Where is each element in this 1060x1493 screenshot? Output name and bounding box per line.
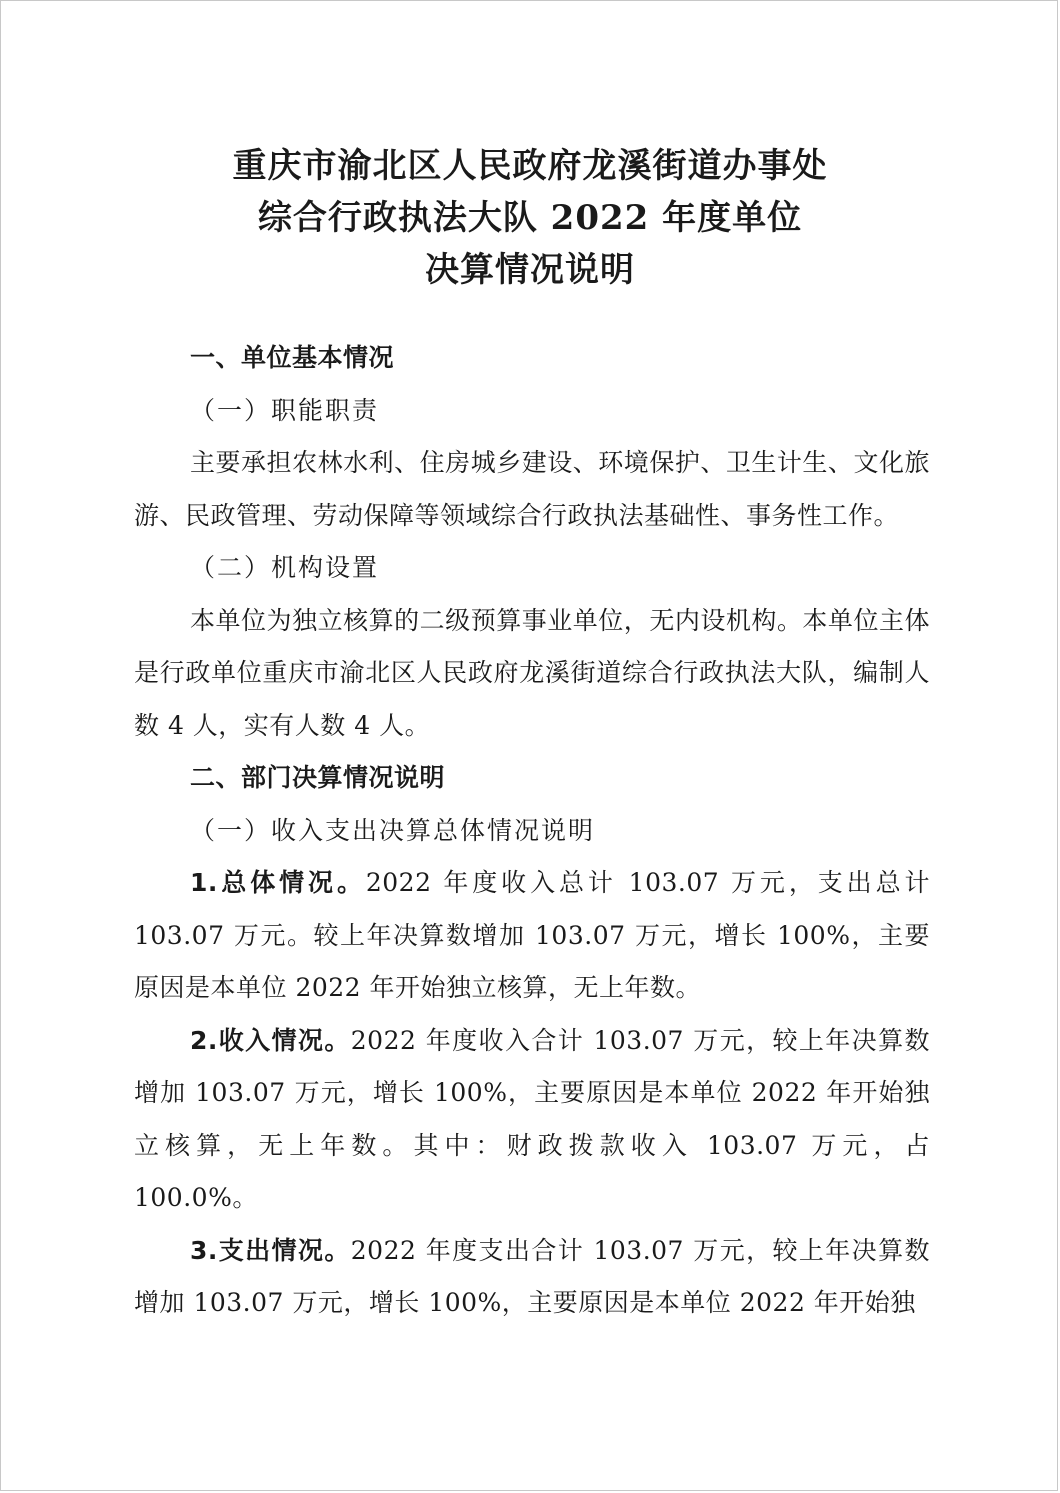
subsection-1-2-heading: （二）机构设置 bbox=[190, 553, 380, 582]
document-title bbox=[0, 140, 1060, 296]
subsection-1-1-heading: （一）职能职责 bbox=[190, 395, 380, 425]
paragraph-text: 2022 年度收入总计 103.07 万元，支出总计 103.07 万元。较上年决算数增加 103.07 万元，增长 100%，主要原因是本单位 2022 年开始独立核算，无上年数。 bbox=[134, 868, 930, 1002]
paragraph-expenditure bbox=[134, 1225, 930, 1330]
paragraph-lead: 1.总体情况。 bbox=[190, 868, 366, 897]
paragraph-text: 2022 年度支出合计 103.07 万元，较上年决算数增加 103.07 万元，增长 100%，主要原因是本单位 2022 年开始独 bbox=[134, 1235, 930, 1317]
document-body bbox=[134, 332, 930, 1330]
subsection-2-1-heading: （一）收入支出决算总体情况说明 bbox=[190, 815, 596, 845]
paragraph-lead: 3.支出情况。 bbox=[190, 1235, 351, 1265]
subsection-1-1-text: 主要承担农林水利、住房城乡建设、环境保护、卫生计生、文化旅游、民政管理、劳动保障等领域综合行政执法基础性、事务性工作。 bbox=[134, 448, 930, 530]
title-line-3: 决算情况说明 bbox=[425, 250, 635, 290]
paragraph-lead: 2.收入情况。 bbox=[190, 1025, 351, 1055]
subsection-1-2-text: 本单位为独立核算的二级预算事业单位，无内设机构。本单位主体是行政单位重庆市渝北区人民政府龙溪街道综合行政执法大队，编制人数 4 人，实有人数 4 人。 bbox=[134, 605, 930, 740]
title-line-2: 综合行政执法大队 2022 年度单位 bbox=[257, 198, 803, 238]
paragraph-overall bbox=[134, 857, 930, 1015]
title-line-1: 重庆市渝北区人民政府龙溪街道办事处 bbox=[232, 146, 828, 186]
section-1-heading: 一、单位基本情况 bbox=[190, 343, 395, 372]
section-2-heading: 二、部门决算情况说明 bbox=[190, 763, 446, 792]
paragraph-income bbox=[134, 1015, 930, 1225]
paragraph-text: 2022 年度收入合计 103.07 万元，较上年决算数增加 103.07 万元，增长 100%，主要原因是本单位 2022 年开始独立核算，无上年数。其中：财政拨款收入 103.07 万元，占 100.0%。 bbox=[134, 1025, 930, 1212]
